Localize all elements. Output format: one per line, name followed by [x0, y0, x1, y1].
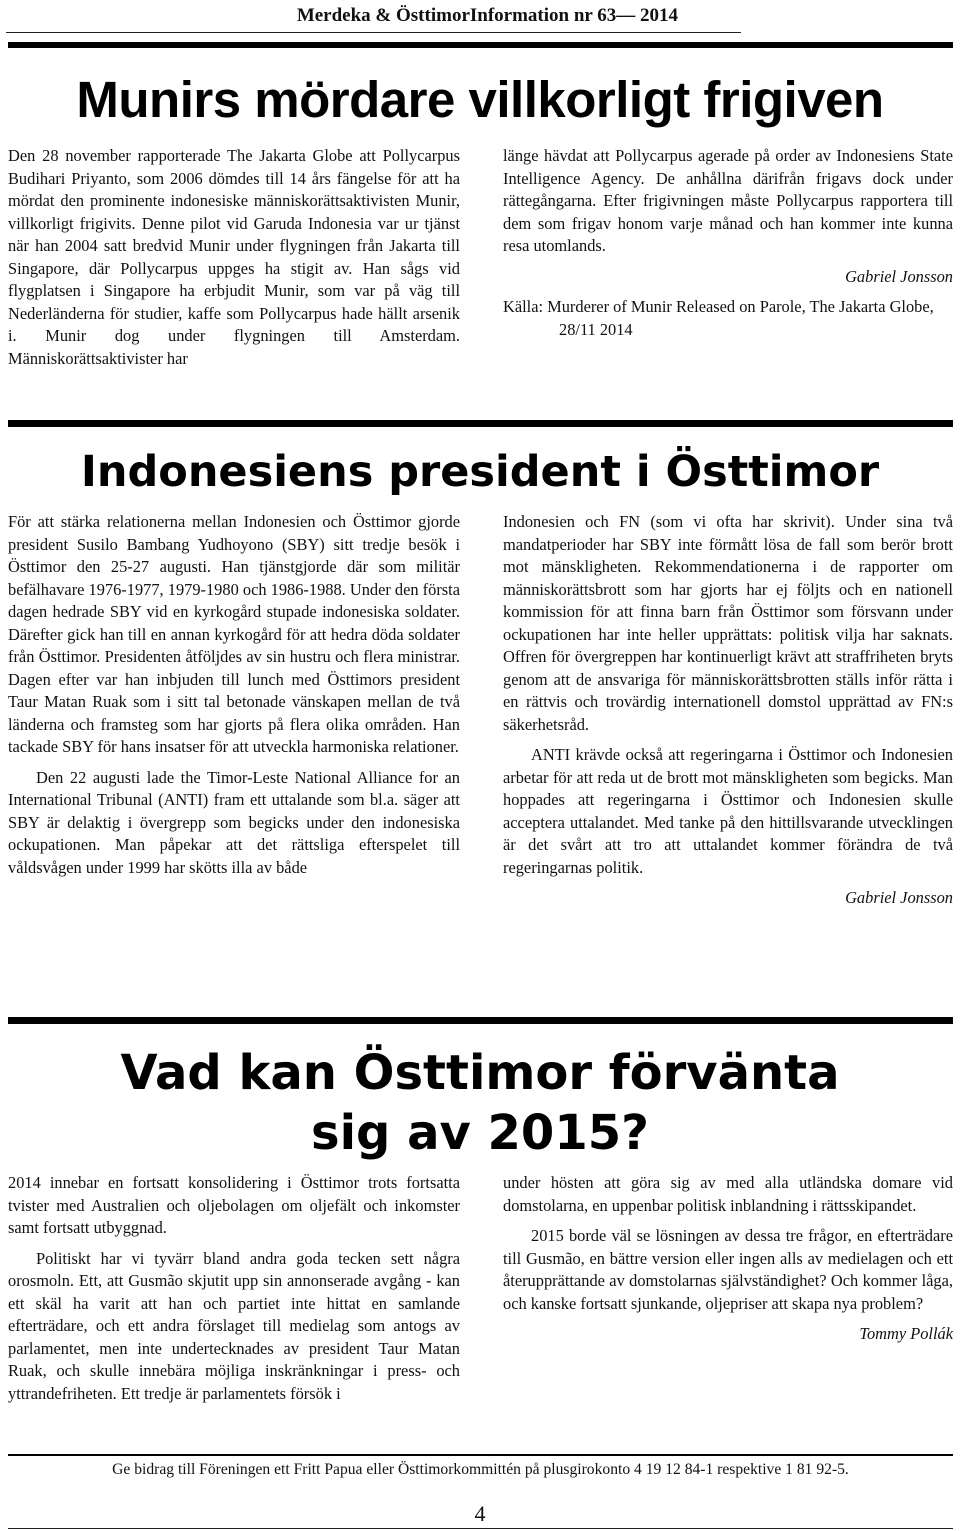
article2-left-paragraph: För att stärka relationerna mellan Indonesien och Östtimor gjorde president Susilo Bambang Yudhoyono (SBY) sitt tredje besök i Östtimor den 25-27 augusti. Han tjänstgjorde där som militär befälhavare 1976-1977, 1979-1980 och 1986-1988. Under den första dagen hedrade SBY vid en kyrkogård stupade indonesiska soldater. Därefter gick han till en annan kyrkogård för att hedra döda soldater från Östtimor. Presidenten åtföljdes av sin hustru och flera ministrar. Dagen efter var han inbjuden till lunch med Östtimors president Taur Matan Ruak som i sitt tal betonade vänskapen mellan de två länderna och framsteg som har gjorts på flera olika områden. Han tackade SBY för hans insatser för att utveckla harmoniska relationer.	[8, 512, 460, 756]
article2-right-column	[503, 511, 953, 910]
page-number: 4	[474, 1501, 486, 1526]
article2-byline: Gabriel Jonsson	[845, 888, 953, 907]
article1-right-column	[503, 145, 953, 341]
article3-left-paragraph: 2014 innebar en fortsatt konsolidering i Östtimor trots fortsatta tvister med Australien och oljebolagen om oljefält och inkomster samt fortsatt utbyggnad.	[8, 1173, 460, 1237]
article3-left-column	[8, 1172, 460, 1405]
article3-byline: Tommy Pollák	[859, 1324, 953, 1343]
article2-left-column	[8, 511, 460, 879]
article3-left-paragraph: Politiskt har vi tyvärr bland andra goda tecken sett några orosmoln. Ett, att Gusmão skjutit upp sin annonserade avgång - kan ett skäl ha varit att han och partiet inte hittat en samlande efterträdare, och ett andra förslaget till medielag som antogs av parlamentet, men inte undertecknades av president Taur Matan Ruak, och skulle innebära möjliga inskränkningar i press- och yttrandefriheten. Ett tredje är parlamentets försök i	[8, 1248, 460, 1403]
masthead-rule	[6, 32, 741, 33]
article2-right-paragraph: ANTI krävde också att regeringarna i Östtimor och Indonesien arbetar för att reda ut de brott mot mänskligheten som begicks. Man hoppades att regeringarna i Östtimor och Indonesien skulle acceptera uttalandet. Med tanke på den hittillsvarande utvecklingen är det svårt att tro att uttalandet kommer förändra de två regeringarnas politik.	[503, 745, 953, 877]
section-rule	[8, 420, 953, 427]
article1-source: Källa: Murderer of Munir Released on Parole, The Jakarta Globe, 28/11 2014	[503, 297, 934, 339]
article2-right-paragraph: Indonesien och FN (som vi ofta har skrivit). Under sina två mandatperioder har SBY inte förmått lösa de fall som berör brott mot mänskligheten. Rekommendationerna i de rapporter om människorättsbrott som har gjorts har ej följts och en nationell kommission för att finna barn från Östtimor som försvann under ockupationen har inte heller upprättats: politisk vilja har saknats. Offren för övergreppen har kontinuerligt krävt att straffriheten bryts genom att de ansvariga för människorättsbrotten ställs inför rätta i en rättvis och trovärdig internationell domstol upprättad av FN:s säkerhetsråd.	[503, 512, 953, 734]
article2-left-paragraph: Den 22 augusti lade the Timor-Leste National Alliance for an International Tribunal (ANTI) fram ett uttalande som bl.a. säger att SBY är delaktig i övergrepp som begicks under den indonesiska ockupationen. Man påpekar att det rättsliga efterspelet till våldsvågen under 1999 har skötts illa av både	[8, 767, 460, 877]
page-bottom-rule	[8, 1528, 953, 1529]
article3-right-column	[503, 1172, 953, 1346]
footer-donation-note: Ge bidrag till Föreningen ett Fritt Papua eller Östtimorkommittén på plusgirokonto 4 19 12 84-1 respektive 1 81 92-5.	[8, 1454, 953, 1479]
article3-right-paragraph: 2015 borde väl se lösningen av dessa tre frågor, en efterträdare till Gusmão, en bättre version eller ingen alls av medielagen och ett återupprättande av domstolarnas självständighet? Och kommer låga, och kanske fortsatt sjunkande, oljepriser att skapa nya problem?	[503, 1226, 953, 1313]
headline-president: Indonesiens president i Östtimor	[80, 447, 880, 497]
headline-2015: Vad kan Östtimor förvänta sig av 2015?	[120, 1045, 840, 1161]
article1-byline: Gabriel Jonsson	[845, 266, 953, 286]
section-rule	[8, 42, 953, 48]
article1-left-text: Den 28 november rapporterade The Jakarta Globe att Pollycarpus Budihari Priyanto, som 2006 dömdes till 14 års fängelse för att ha mördat den prominente indonesiske människorättsaktivisten Munir, villkorligt frigivits. Denne pilot vid Garuda Indonesia var ur tjänst när han 2004 satt bredvid Munir under flygningen från Jakarta till Singapore, där Pollycarpus uppges ha stigit av. Han sågs vid flygplatsen i Singapore ha erbjudit Munir, som var på väg till Nederländerna för studier, kaffe som Pollycarpus hade hällt arsenik i. Munir dog under flygningen till Amsterdam. Människorättsaktivister har	[8, 146, 460, 368]
masthead: Merdeka & ÖsttimorInformation nr 63— 2014	[296, 5, 678, 26]
article1-left-column	[8, 145, 460, 370]
article3-right-paragraph: under hösten att göra sig av med alla utländska domare vid domstolarna, en uppenbar politisk inblandning i rättsskipandet.	[503, 1173, 953, 1215]
section-rule	[8, 1017, 953, 1024]
article1-right-text: länge hävdat att Pollycarpus agerade på order av Indonesiens State Intelligence Agency. De anhållna därifrån frigavs dock under rättegångarna. Efter frigivningen måste Pollycarpus rapportera till dem som frigav honom varje månad och han kommer inte kunna resa utomlands.	[503, 146, 953, 255]
headline-munir: Munirs mördare villkorligt frigiven	[76, 71, 884, 128]
